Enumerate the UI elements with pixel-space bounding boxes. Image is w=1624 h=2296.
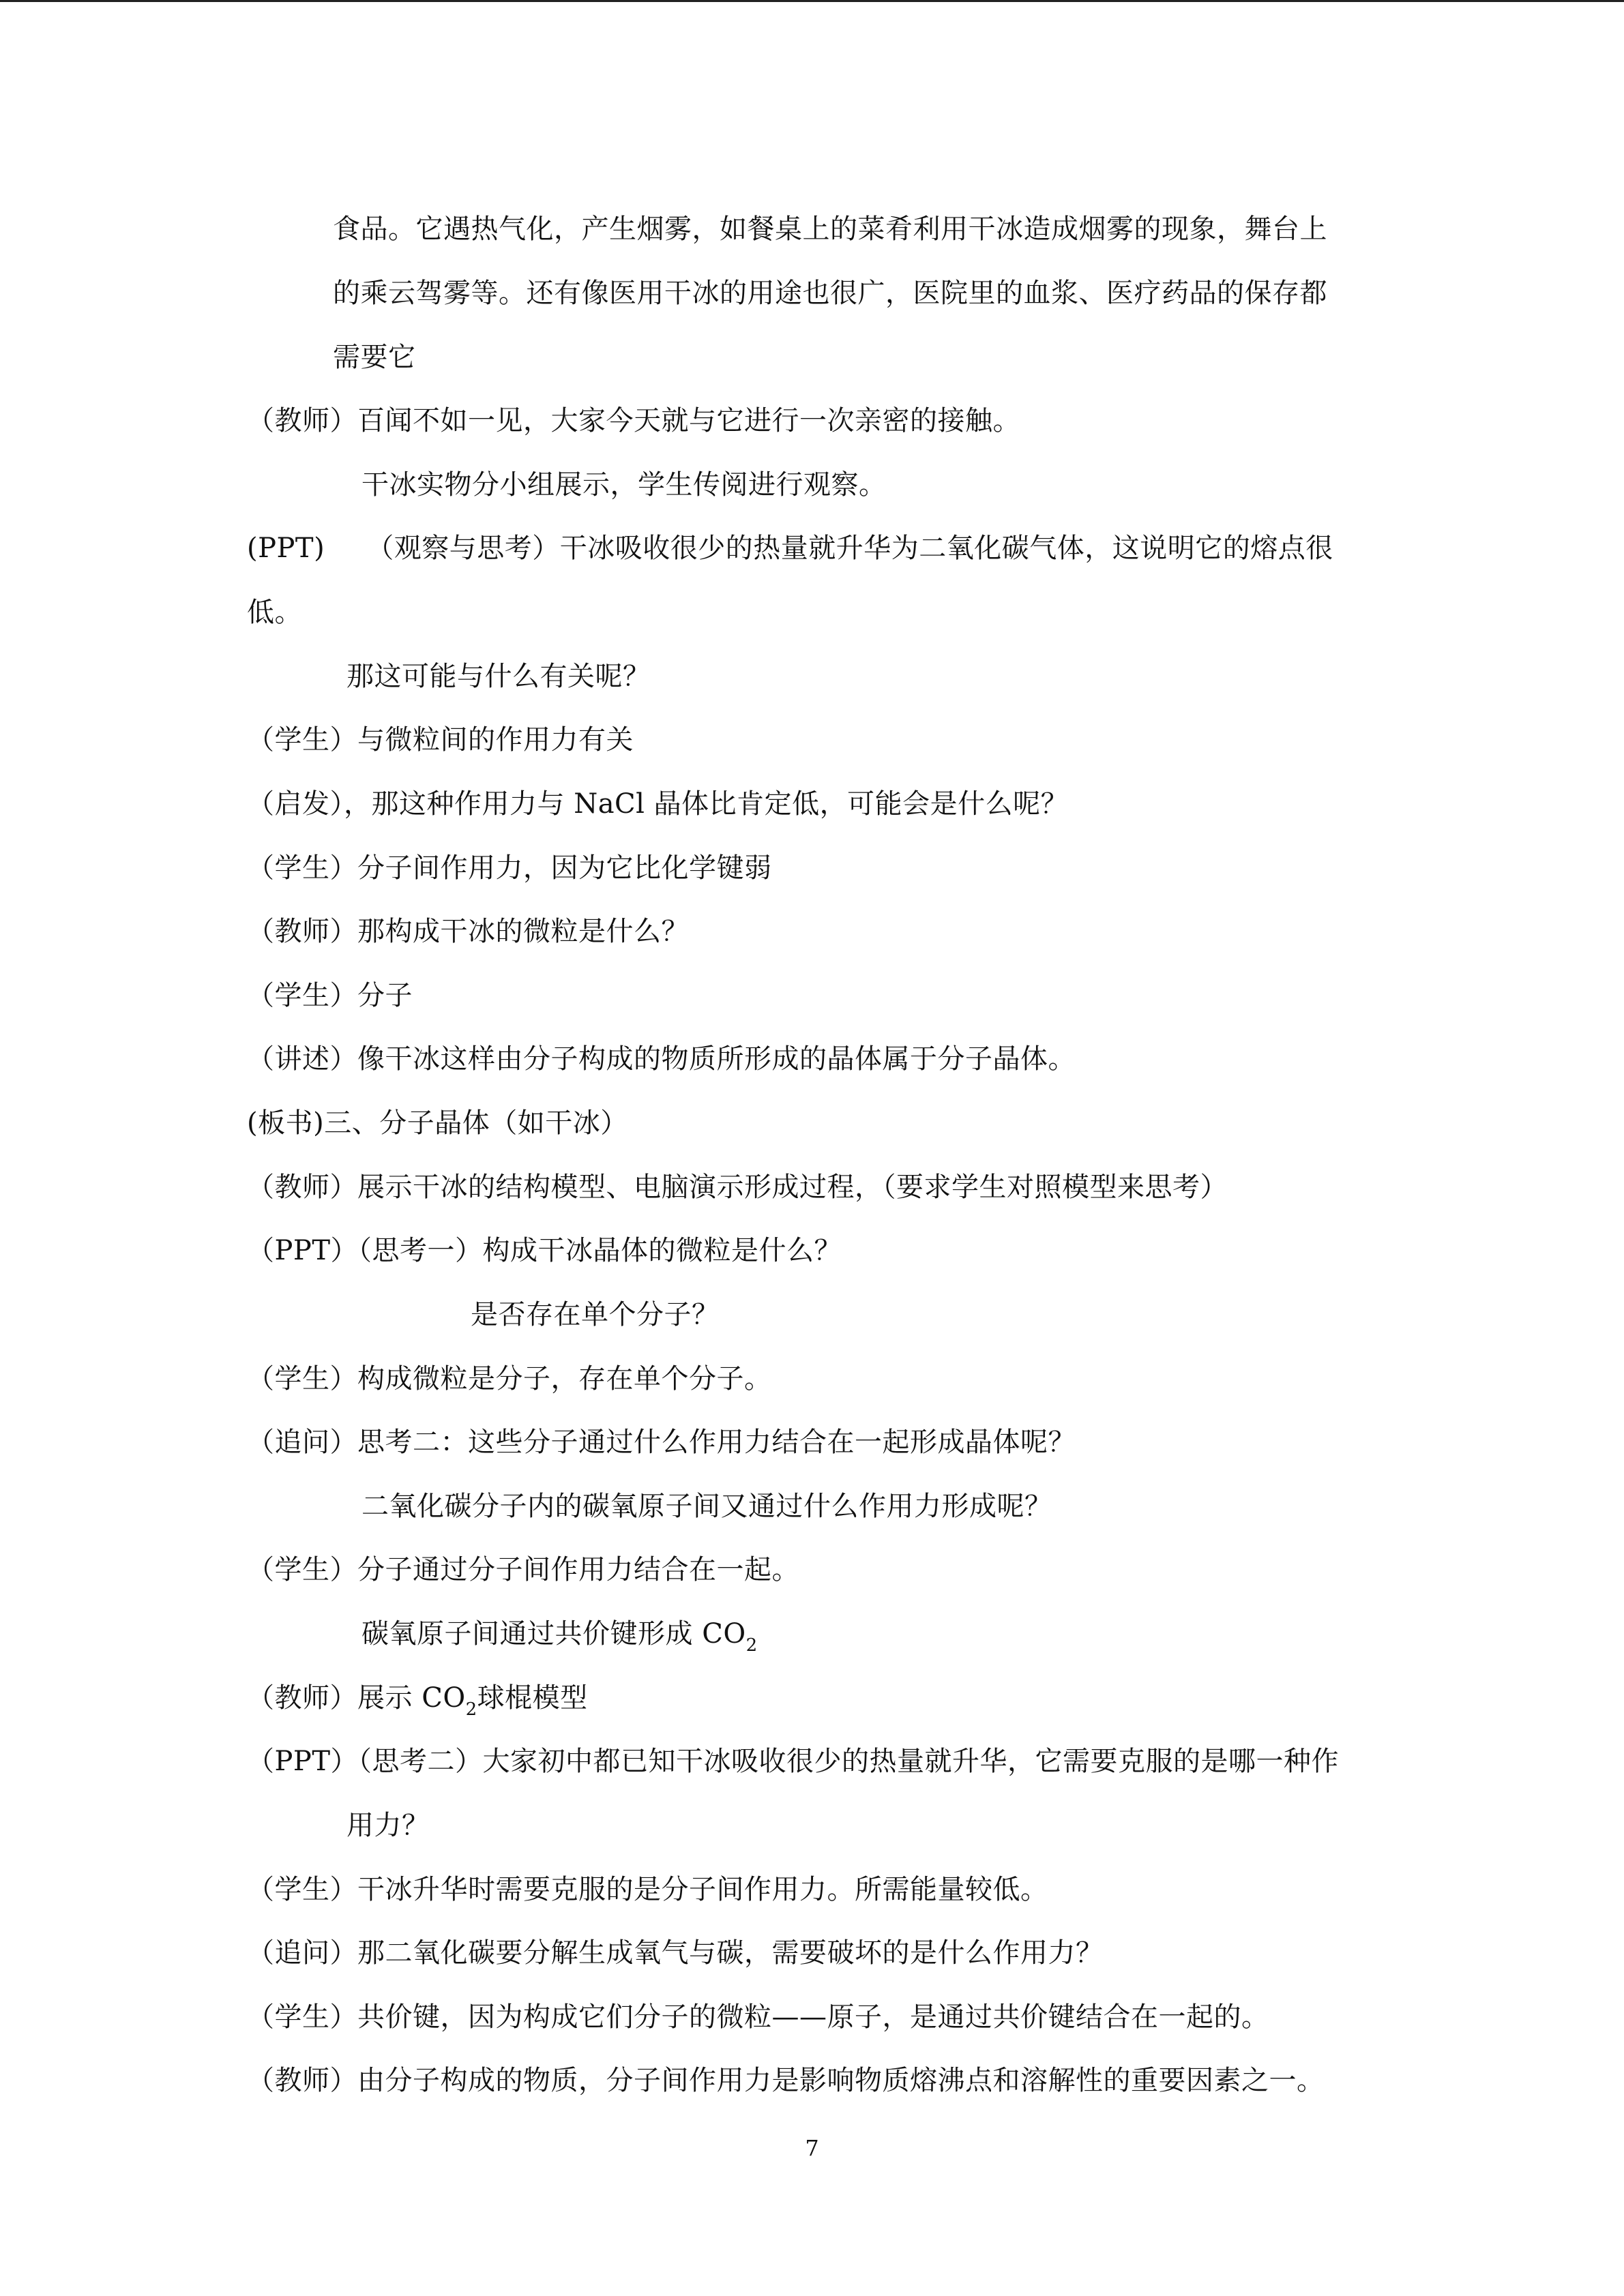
text-line: （教师）展示干冰的结构模型、电脑演示形成过程，（要求学生对照模型来思考）: [247, 1172, 1228, 1203]
text-line: （教师）由分子构成的物质，分子间作用力是影响物质熔沸点和溶解性的重要因素之一。: [247, 2065, 1325, 2096]
page-number: 7: [805, 2135, 819, 2161]
subscript: 2: [465, 1699, 477, 1720]
text-line: (板书)三、分子晶体（如干冰）: [247, 1107, 628, 1139]
text-line: 需要它: [333, 342, 416, 373]
text-line: （讲述）像干冰这样由分子构成的物质所形成的晶体属于分子晶体。: [247, 1043, 1076, 1075]
text-line: 那这可能与什么有关呢？: [346, 661, 651, 692]
text-line: (PPT) （观察与思考）干冰吸收很少的热量就升华为二氧化碳气体，这说明它的熔点很: [247, 533, 1333, 564]
text-line: （追问）思考二：这些分子通过什么作用力结合在一起形成晶体呢？: [247, 1427, 1076, 1458]
text-line: 的乘云驾雾等。还有像医用干冰的用途也很广，医院里的血浆、医疗药品的保存都: [333, 278, 1327, 309]
subscript: 2: [745, 1635, 758, 1656]
text-line: [361, 1616, 758, 1655]
text-line: （学生）分子: [247, 980, 413, 1011]
text-line: （启发），那这种作用力与 NaCl 晶体比肯定低，可能会是什么呢？: [247, 788, 1069, 820]
text-line: 干冰实物分小组展示，学生传阅进行观察。: [361, 469, 887, 501]
text-line: （学生）分子通过分子间作用力结合在一起。: [247, 1554, 799, 1585]
text-line: （学生）分子间作用力，因为它比化学键弱: [247, 852, 772, 884]
text-line: （学生）共价键，因为构成它们分子的微粒——原子，是通过共价键结合在一起的。: [247, 2001, 1269, 2033]
text-run: 碳氧原子间通过共价键形成 CO: [361, 1618, 746, 1650]
text-line: 食品。它遇热气化，产生烟雾，如餐桌上的菜肴利用干冰造成烟雾的现象，舞台上: [333, 213, 1327, 245]
text-line: 是否存在单个分子？: [471, 1299, 720, 1330]
text-run: （教师）展示 CO: [247, 1682, 466, 1714]
text-run: 球棍模型: [477, 1682, 588, 1714]
text-line: （学生）干冰升华时需要克服的是分子间作用力。所需能量较低。: [247, 1874, 1048, 1905]
text-line: （学生）构成微粒是分子，存在单个分子。: [247, 1363, 772, 1395]
text-line: （PPT）（思考一）构成干冰晶体的微粒是什么？: [247, 1235, 842, 1266]
text-line: （教师）百闻不如一见，大家今天就与它进行一次亲密的接触。: [247, 405, 1020, 436]
text-line: （追问）那二氧化碳要分解生成氧气与碳，需要破坏的是什么作用力？: [247, 1937, 1104, 1969]
text-line: （学生）与微粒间的作用力有关: [247, 724, 634, 756]
text-line: （教师）那构成干冰的微粒是什么？: [247, 916, 689, 947]
text-line: 二氧化碳分子内的碳氧原子间又通过什么作用力形成呢？: [361, 1491, 1052, 1522]
text-line: 低。: [247, 597, 302, 628]
text-line: （PPT）（思考二）大家初中都已知干冰吸收很少的热量就升华，它需要克服的是哪一种作: [247, 1746, 1340, 1777]
text-line: 用力？: [346, 1810, 430, 1841]
text-line: [247, 1680, 588, 1719]
